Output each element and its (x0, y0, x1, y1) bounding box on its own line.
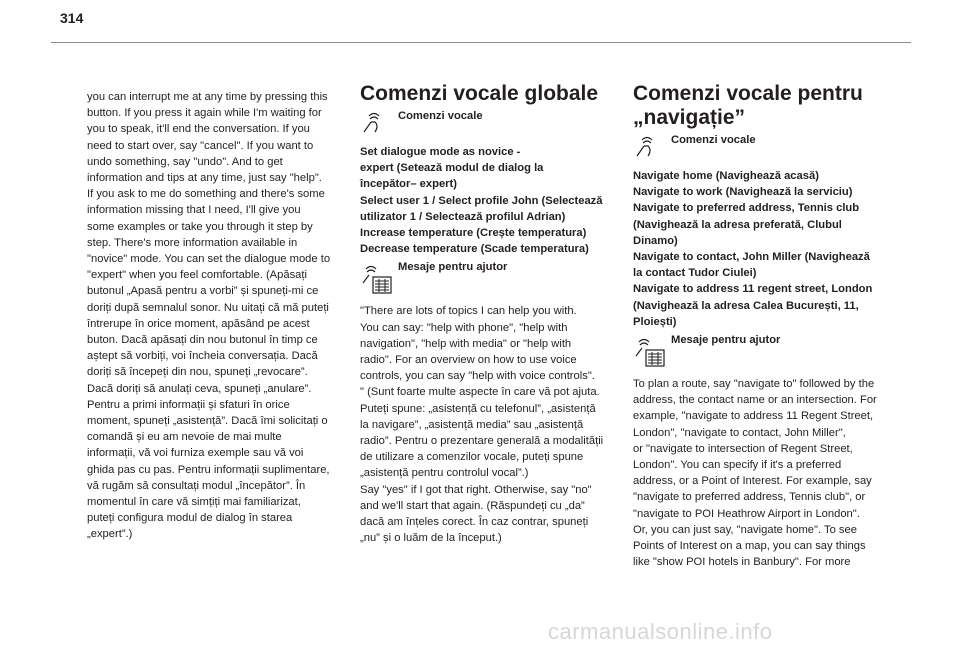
help-messages-label: Mesaje pentru ajutor (398, 261, 508, 274)
section-title-global: Comenzi vocale globale (360, 82, 599, 105)
help-messages-heading-nav (633, 334, 895, 370)
navigation-command-list: Navigate home (Navighează acasă) Navigate to work (Navighează la serviciu) Navigate to preferred address, Tennis club (Navighează la adresa preferată, Clubul Dinamo) Navigate to contact, John Miller (Navighează la contact Tudor Ciulei) Navigate to address 11 regent street, London (Navighează la adresa Calea București, 11, Ploiești) (633, 170, 873, 328)
help-messages-heading (360, 261, 622, 297)
column-middle (360, 82, 622, 546)
voice-wave-icon (633, 136, 663, 160)
global-command-list: Set dialogue mode as novice - expert (Setează modul de dialog la începător– expert) Select user 1 / Select profile John (Selectează utilizator 1 / Selectează profilul Adrian) Increase temperature (Crește temperatura) Decrease temperature (Scade temperatura) (360, 146, 603, 256)
voice-wave-icon (360, 112, 390, 136)
watermark: carmanualsonline.info (548, 619, 773, 644)
page-number: 314 (60, 10, 84, 26)
body-text-left: you can interrupt me at any time by pressing this button. If you press it again while I'm waiting for you to speak, it'll end the conversation. If you need to start over, say "cancel". If you want to undo something, say "undo". And to get information and tips at any time, just say "help". If you ask to me do something and there's some information missing that I need, I'll give you some examples or take you through it step by step. There's more information available in "novice" mode. You can set the dialogue mode to "expert" when you feel comfortable. (Apăsați butonul „Apasă pentru a vorbi” și spuneți-mi ce doriți după semnalul sonor. Nu uitați că mă puteți întrerupe în orice moment, apăsând pe acest buton. Dacă apăsați din nou butonul în timp ce aștept să vorbiți, voi încheia conversația. Dacă doriți să începeți din nou, spuneți „revocare”. Dacă doriți să anulați ceva, spuneți „anulare”. Pentru a primi informații și sfaturi în orice moment, spuneți „asistență”. Dacă îmi solicitați o comandă și eu am nevoie de mai multe informații, vă voi furniza exemple sau vă voi ghida pas cu pas. Pentru informații suplimentare, vă rugăm să consultați modul „începător”. În momentul în care vă simțiți mai familiarizat, puteți configura modul de dialog în starea „expert”.) (87, 91, 331, 541)
help-text-global: "There are lots of topics I can help you with. You can say: "help with phone", "help with navigation", "help with media" or "help with radio". For an overview on how to use voice controls, you can say "help with voice controls". " (Sunt foarte multe aspecte în care vă pot ajuta. Puteți spune: „asistență cu telefonul”, „asistență la navigare”, „asistență media” sau „asistență radio”. Pentru o prezentare generală a modalității de utilizare a comenzilor vocale, puteți spune „asistență pentru controlul vocal”.) Say "yes" if I got that right. Otherwise, say "no" and we'll start that again. (Răspundeți cu „da” dacă am înțeles corect. În caz contrar, spuneți „nu” și o luăm de la început.) (360, 305, 604, 545)
voice-commands-heading-nav (633, 134, 895, 162)
help-screen-icon (360, 263, 394, 295)
voice-commands-label: Comenzi vocale (398, 110, 483, 122)
help-messages-label-nav: Mesaje pentru ajutor (671, 334, 781, 347)
help-screen-icon (633, 336, 667, 368)
header-rule (51, 42, 911, 43)
help-text-navigation: To plan a route, say "navigate to" followed by the address, the contact name or an intersection. For example, "navigate to address 11 Regent Street, London", "navigate to contact, John Miller", or "navigate to intersection of Regent Street, London". You can specify if it's a preferred address, or a Point of Interest. For example, say "navigate to preferred address, Tennis club", or "navigate to POI Heathrow Airport in London". Or, you can just say, "navigate home". To see Points of Interest on a map, you can say things like "show POI hotels in Banbury". For more (633, 378, 877, 569)
column-right (633, 82, 895, 570)
voice-commands-heading (360, 110, 622, 138)
column-left (87, 89, 351, 543)
voice-commands-label-nav: Comenzi vocale (671, 134, 756, 146)
section-title-navigation: Comenzi vocale pentru „navigație” (633, 82, 863, 129)
